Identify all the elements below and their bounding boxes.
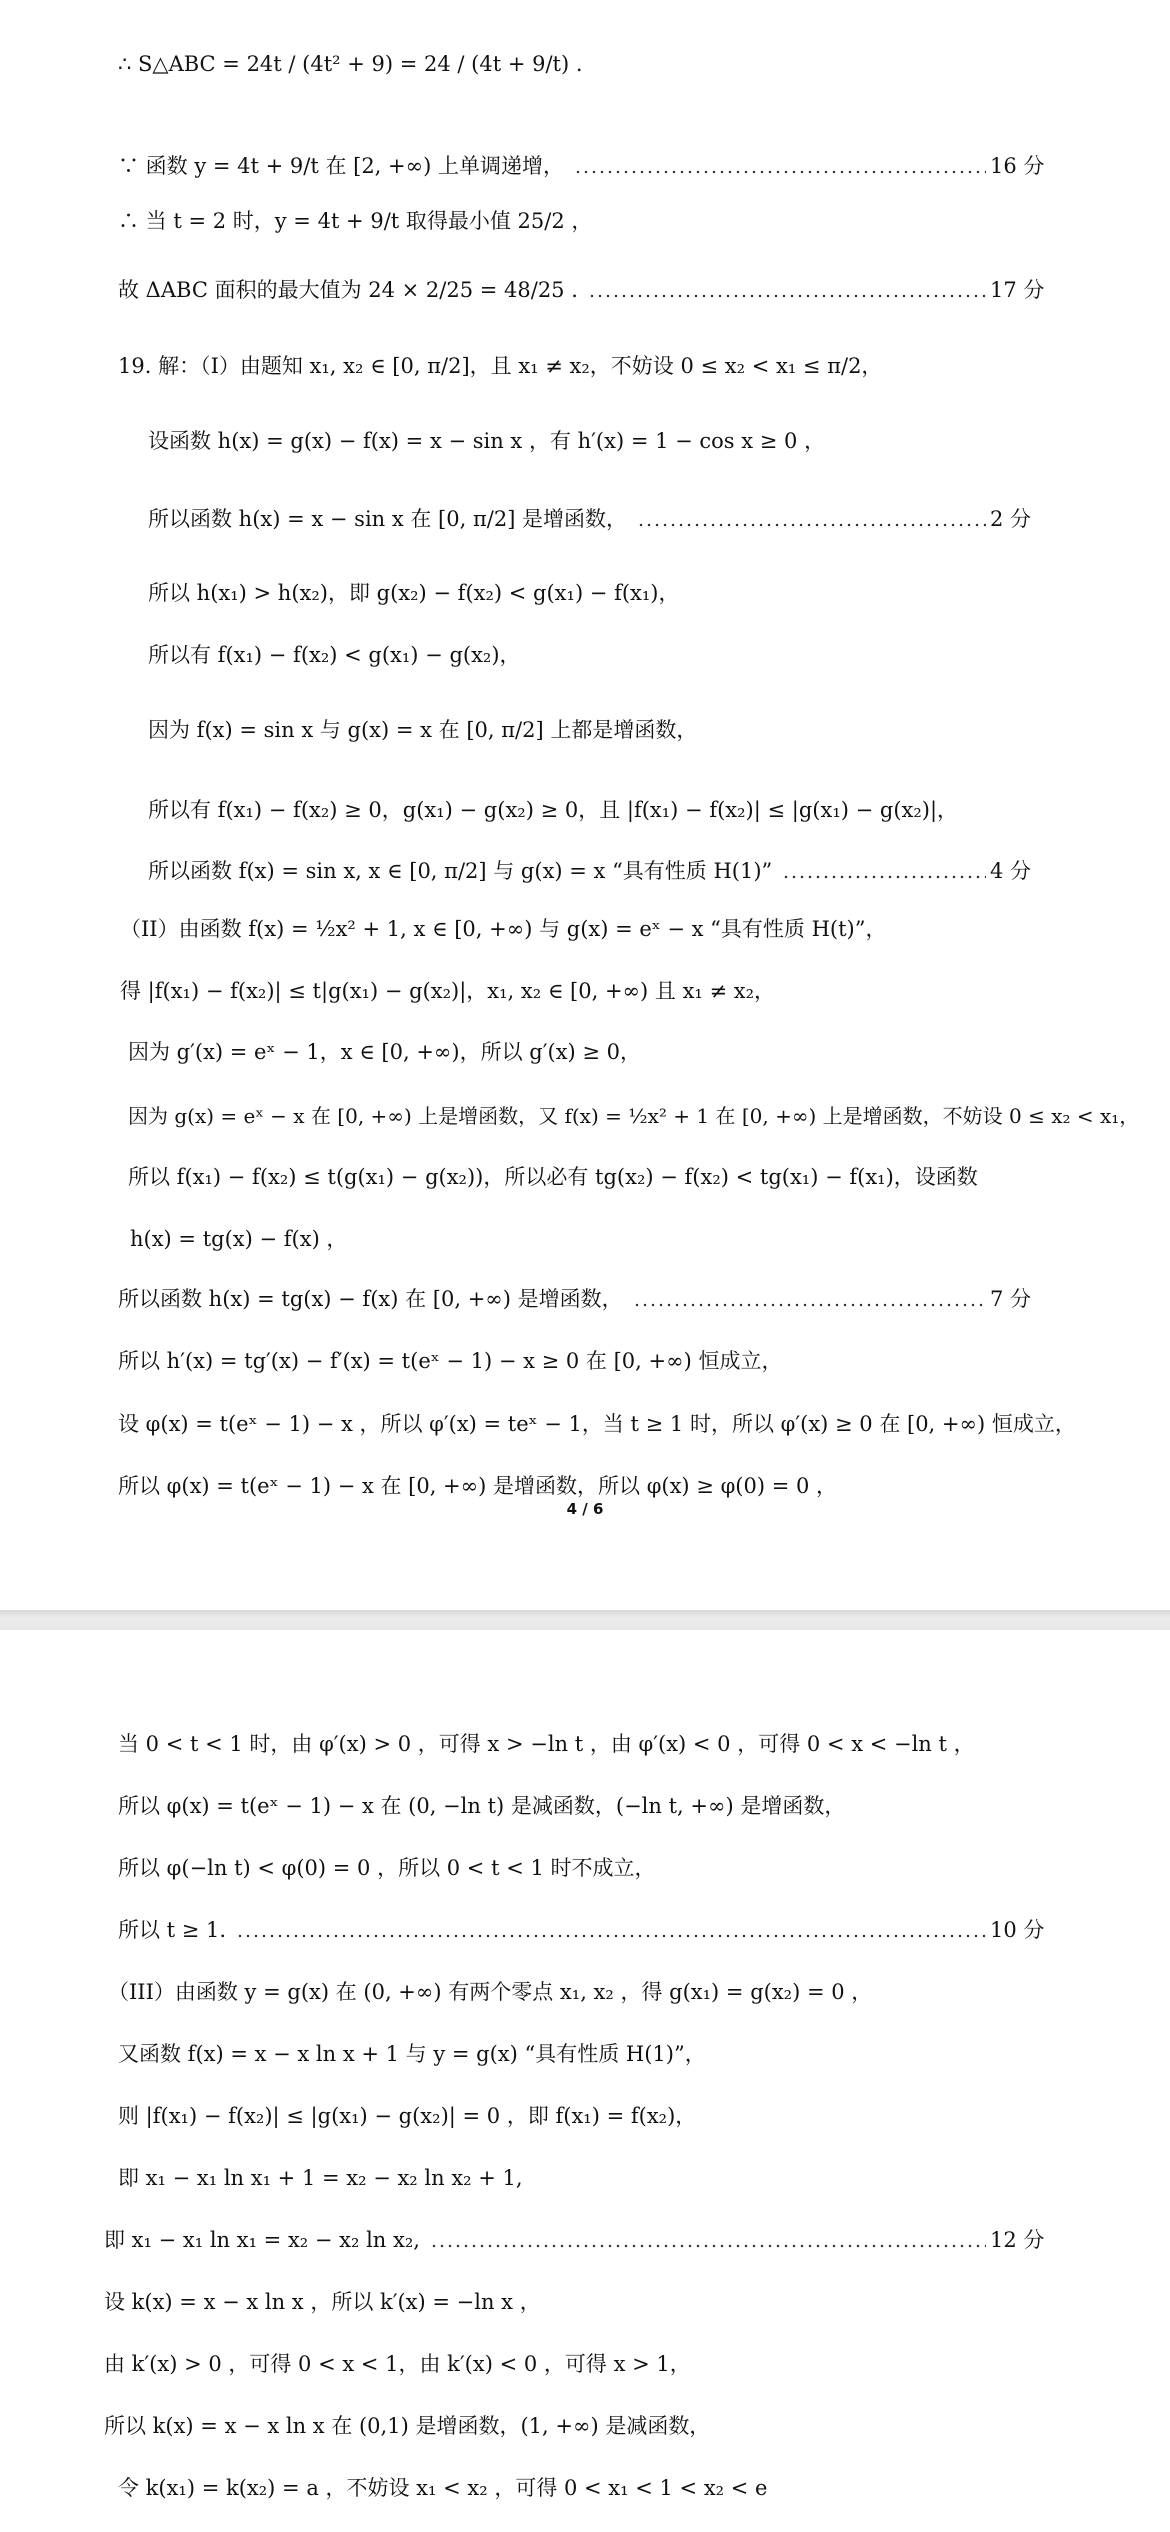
line-text: 所以 t ≥ 1. [118,1918,227,1942]
line-text: 所以 φ(x) = t(eˣ − 1) − x 在 [0, +∞) 是增函数，所以 φ(x) ≥ φ(0) = 0 ， [118,1474,838,1498]
line-text: 由 k′(x) > 0 ，可得 0 < x < 1，由 k′(x) < 0 ，可得 x > 1， [104,2352,691,2376]
page-number: 4 / 6 [566,1500,604,1518]
line-text: （III）由函数 y = g(x) 在 (0, +∞) 有两个零点 x₁, x₂ ，得 g(x₁) = g(x₂) = 0 ， [108,1980,873,2004]
score-mark: 12 分 [990,2228,1045,2252]
leader-dots [574,152,986,180]
line-text: ∵ 函数 y = 4t + 9/t 在 [2, +∞) 上单调递增， [118,154,564,178]
line-text: 所以函数 h(x) = tg(x) − f(x) 在 [0, +∞) 是增函数， [118,1287,623,1311]
line-text: 因为 g′(x) = eˣ − 1，x ∈ [0, +∞)，所以 g′(x) ≥ 0， [128,1040,642,1064]
leader-dots [637,505,986,533]
score-mark: 16 分 [990,154,1045,178]
line-text: 19. 解：（I）由题知 x₁, x₂ ∈ [0, π/2]，且 x₁ ≠ x₂，不妨设 0 ≤ x₂ < x₁ ≤ π/2， [118,354,883,378]
leader-dots [633,1285,986,1313]
line-text: 所以 φ(−ln t) < φ(0) = 0 ，所以 0 < t < 1 时不成立， [118,1856,656,1880]
line-text: 设函数 h(x) = g(x) − f(x) = x − sin x ，有 h′(x) = 1 − cos x ≥ 0 ， [148,429,826,453]
line-text: 即 x₁ − x₁ ln x₁ = x₂ − x₂ ln x₂, [104,2228,420,2252]
leader-dots [588,276,986,304]
line-text: 因为 f(x) = sin x 与 g(x) = x 在 [0, π/2] 上都是增函数， [148,718,698,742]
line-text: 故 ΔABC 面积的最大值为 24 × 2/25 = 48/25 . [118,278,578,302]
line-text: 所以 f(x₁) − f(x₂) ≤ t(g(x₁) − g(x₂))，所以必有 tg(x₂) − f(x₂) < tg(x₁) − f(x₁)，设函数 [128,1165,978,1189]
page-separator [0,1610,1170,1630]
leader-dots [236,1916,986,1944]
line-text: 所以 h(x₁) > h(x₂)，即 g(x₂) − f(x₂) < g(x₁) − f(x₁)， [148,581,680,605]
line-text: 所以函数 h(x) = x − sin x 在 [0, π/2] 是增函数， [148,507,628,531]
line-text: 所以有 f(x₁) − f(x₂) ≥ 0，g(x₁) − g(x₂) ≥ 0，且 |f(x₁) − f(x₂)| ≤ |g(x₁) − g(x₂)|， [148,798,959,822]
line-text: 所以 k(x) = x − x ln x 在 (0,1) 是增函数，(1, +∞) 是减函数， [104,2414,711,2438]
score-mark: 7 分 [990,1287,1032,1311]
line-text: ∴ S△ABC = 24t / (4t² + 9) = 24 / (4t + 9/t) . [118,52,583,76]
line-text: 所以有 f(x₁) − f(x₂) < g(x₁) − g(x₂)， [148,643,521,667]
line-text: 所以函数 f(x) = sin x, x ∈ [0, π/2] 与 g(x) = x “具有性质 H(1)” [148,859,773,883]
leader-dots [782,857,986,885]
line-text: 则 |f(x₁) − f(x₂)| ≤ |g(x₁) − g(x₂)| = 0 ，即 f(x₁) = f(x₂)， [118,2104,697,2128]
line-text: 又函数 f(x) = x − x ln x + 1 与 y = g(x) “具有性质 H(1)”， [118,2042,706,2066]
line-text: 得 |f(x₁) − f(x₂)| ≤ t|g(x₁) − g(x₂)|，x₁, x₂ ∈ [0, +∞) 且 x₁ ≠ x₂， [120,979,776,1003]
line-text: 令 k(x₁) = k(x₂) = a ，不妨设 x₁ < x₂ ，可得 0 < x₁ < 1 < x₂ < e [118,2476,768,2500]
score-mark: 4 分 [990,859,1032,883]
score-mark: 10 分 [990,1918,1045,1942]
line-text: 即 x₁ − x₁ ln x₁ + 1 = x₂ − x₂ ln x₂ + 1, [118,2166,523,2190]
line-text: ∴ 当 t = 2 时，y = 4t + 9/t 取得最小值 25/2 ， [118,209,593,233]
score-mark: 17 分 [990,278,1045,302]
leader-dots [430,2226,986,2254]
line-text: 因为 g(x) = eˣ − x 在 [0, +∞) 上是增函数，又 f(x) = ½x² + 1 在 [0, +∞) 上是增函数，不妨设 0 ≤ x₂ < x₁， [128,1104,1140,1128]
line-text: 所以 h′(x) = tg′(x) − f′(x) = t(eˣ − 1) − x ≥ 0 在 [0, +∞) 恒成立， [118,1349,783,1373]
line-text: 所以 φ(x) = t(eˣ − 1) − x 在 (0, −ln t) 是减函数，(−ln t, +∞) 是增函数， [118,1794,846,1818]
line-text: 设 k(x) = x − x ln x ，所以 k′(x) = −ln x ， [104,2290,541,2314]
line-text: （II）由函数 f(x) = ½x² + 1, x ∈ [0, +∞) 与 g(x) = eˣ − x “具有性质 H(t)”， [120,917,887,941]
line-text: h(x) = tg(x) − f(x) ， [130,1227,348,1251]
score-mark: 2 分 [990,507,1032,531]
line-text: 当 0 < t < 1 时，由 φ′(x) > 0 ，可得 x > −ln t ，由 φ′(x) < 0 ，可得 0 < x < −ln t ， [118,1732,975,1756]
line-text: 设 φ(x) = t(eˣ − 1) − x ，所以 φ′(x) = teˣ − 1，当 t ≥ 1 时，所以 φ′(x) ≥ 0 在 [0, +∞) 恒成立， [118,1412,1076,1436]
page-5 [0,1630,1170,2532]
